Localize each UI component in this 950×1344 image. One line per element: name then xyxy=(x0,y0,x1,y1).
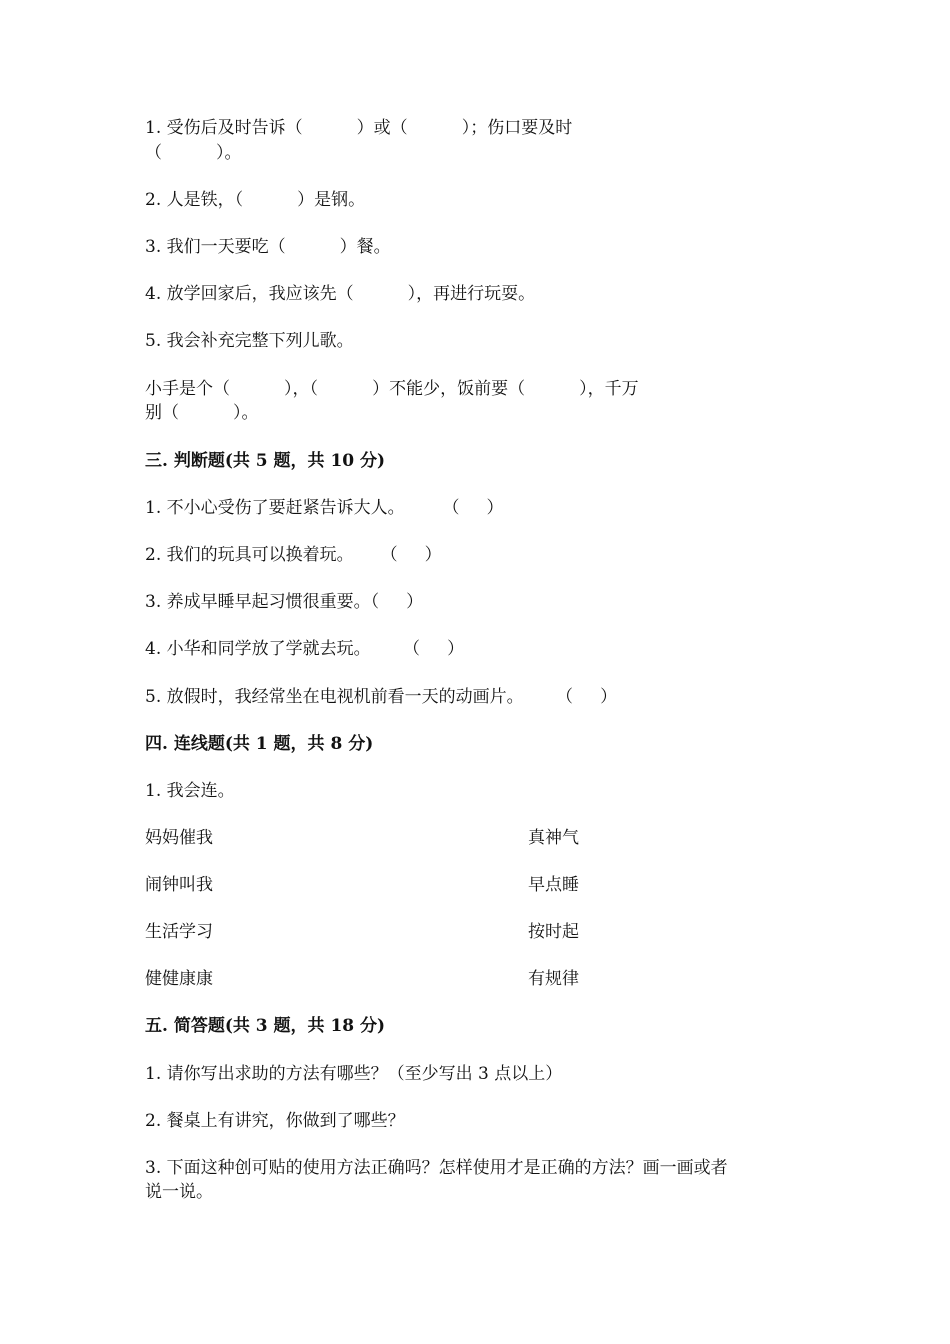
fill-q3: 3. 我们一天要吃（ ）餐。 xyxy=(145,237,391,257)
match-left-item: 生活学习 xyxy=(145,922,213,942)
match-left-item: 闹钟叫我 xyxy=(145,875,213,895)
section-heading: 三. 判断题(共 5 题，共 10 分) xyxy=(145,451,386,471)
match-right-item: 早点睡 xyxy=(528,875,579,895)
judge-item: 4. 小华和同学放了学就去玩。 （ ） xyxy=(145,639,465,659)
fill-q5: 5. 我会补充完整下列儿歌。 xyxy=(145,331,354,351)
short-q3-line1: 3. 下面这种创可贴的使用方法正确吗？怎样使用才是正确的方法？画一画或者 xyxy=(145,1158,728,1178)
short-q2: 2. 餐桌上有讲究，你做到了哪些？ xyxy=(145,1111,405,1131)
fill-q1-line2: （ ）。 xyxy=(145,143,242,163)
fill-q5-rhyme-line2: 别（ ）。 xyxy=(145,403,259,423)
section-heading: 五. 简答题(共 3 题，共 18 分) xyxy=(145,1016,386,1036)
section-heading: 四. 连线题(共 1 题，共 8 分) xyxy=(145,734,374,754)
judge-item: 3. 养成早睡早起习惯很重要。（ ） xyxy=(145,592,424,612)
match-right-item: 真神气 xyxy=(528,828,579,848)
match-right-item: 有规律 xyxy=(528,969,579,989)
short-q3-line2: 说一说。 xyxy=(145,1182,213,1202)
match-left-item: 健健康康 xyxy=(145,969,213,989)
fill-q5-rhyme-line1: 小手是个（ ），（ ）不能少，饭前要（ ），千万 xyxy=(145,379,639,399)
match-left-item: 妈妈催我 xyxy=(145,828,213,848)
fill-q4: 4. 放学回家后，我应该先（ ），再进行玩耍。 xyxy=(145,284,536,304)
match-right-item: 按时起 xyxy=(528,922,579,942)
short-q1: 1. 请你写出求助的方法有哪些？（至少写出 3 点以上） xyxy=(145,1064,563,1084)
fill-q2: 2. 人是铁，（ ）是钢。 xyxy=(145,190,366,210)
judge-item: 2. 我们的玩具可以换着玩。 （ ） xyxy=(145,545,442,565)
judge-item: 1. 不小心受伤了要赶紧告诉大人。 （ ） xyxy=(145,498,504,518)
match-intro: 1. 我会连。 xyxy=(145,781,235,801)
fill-q1-line1: 1. 受伤后及时告诉（ ）或（ ）；伤口要及时 xyxy=(145,118,573,138)
judge-item: 5. 放假时，我经常坐在电视机前看一天的动画片。 （ ） xyxy=(145,687,618,707)
